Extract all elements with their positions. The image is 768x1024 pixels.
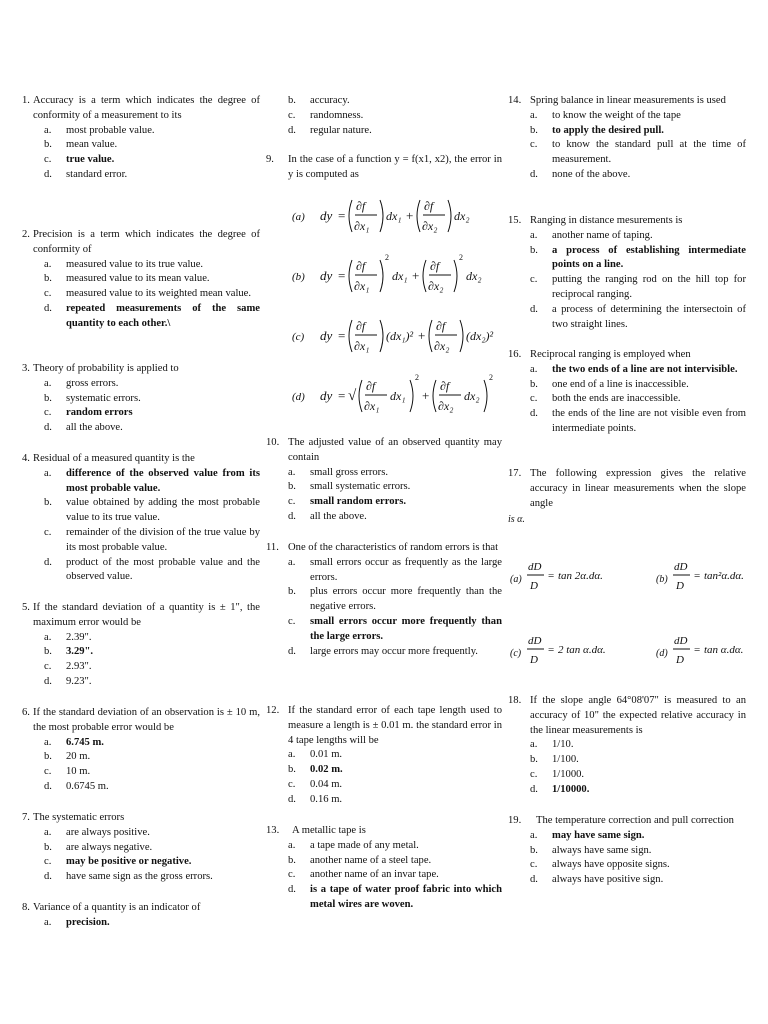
svg-text:∂f: ∂f [424, 199, 434, 213]
question-text: Reciprocal ranging is employed when [530, 349, 691, 360]
svg-text:∂x₁: ∂x₁ [364, 399, 380, 413]
question-number: 6. [22, 707, 30, 718]
svg-text:2: 2 [489, 373, 493, 382]
question-12 [266, 704, 502, 808]
question-4 [22, 452, 260, 585]
question-number: 10. [266, 437, 280, 448]
svg-text:∂f: ∂f [366, 379, 376, 393]
question-number: 5. [22, 602, 30, 613]
question-number: 2. [22, 229, 30, 240]
svg-text:dx₂: dx₂ [466, 269, 482, 283]
option-d[interactable]: d. none of the above. [530, 168, 631, 180]
svg-text:∂f: ∂f [356, 319, 366, 333]
svg-text:∂x₂: ∂x₂ [438, 399, 454, 413]
svg-text:∂f: ∂f [356, 199, 366, 213]
question-13 [266, 824, 502, 913]
option-b[interactable]: b. measured value to its mean value. [44, 273, 210, 285]
svg-text:(b): (b) [292, 271, 305, 283]
svg-text:∂f: ∂f [356, 259, 366, 273]
option-d-answer[interactable]: d. 1/10000. [530, 783, 590, 795]
option-c[interactable]: c. always have opposite signs. [530, 859, 670, 871]
question-number: 1. [22, 95, 30, 106]
svg-text:=: = [338, 208, 346, 223]
question-19 [508, 814, 746, 888]
question-18 [508, 694, 746, 798]
option-c-answer[interactable]: c. random errors [44, 407, 133, 419]
svg-text:dx₂: dx₂ [454, 209, 470, 223]
option-d[interactable]: d. the ends of the line are not visible even from intermediate points. [530, 408, 746, 434]
svg-text:(d): (d) [656, 648, 668, 659]
formula-option-d[interactable] [292, 373, 493, 413]
question-text: One of the characteristics of random errors is that [288, 542, 499, 553]
question-text: The following expression gives the relative accuracy in linear measurements when the slope angle [530, 468, 746, 509]
svg-text:(d): (d) [292, 391, 305, 403]
option-d[interactable]: d. always have positive sign. [530, 874, 664, 886]
question-16 [508, 348, 746, 437]
svg-text:2: 2 [385, 253, 389, 262]
question-text: Precision is a term which indicates the degree of conformity of [33, 229, 260, 255]
question-15 [508, 214, 746, 332]
option-b[interactable]: b. small systematic errors. [288, 481, 411, 493]
option-d[interactable]: d. regular nature. [288, 124, 372, 136]
question-text-continued: is α. [508, 514, 525, 526]
option-b[interactable]: b. one end of a line is inaccessible. [530, 378, 689, 390]
question-text: Theory of probability is applied to [33, 363, 179, 374]
question-8-continued [266, 94, 498, 138]
svg-text:∂x₁: ∂x₁ [354, 339, 370, 353]
svg-text:(a): (a) [510, 574, 522, 585]
option-c-answer[interactable]: c. small errors occur more frequently than the large errors. [288, 615, 502, 642]
question-text: If the standard error of each tape length used to measure a length is ± 0.01 m. the standard error in 4 tape lengths will be [288, 705, 502, 746]
question-number: 7. [22, 812, 30, 823]
question-5 [22, 601, 260, 690]
option-d[interactable]: d. standard error. [44, 168, 128, 180]
option-c[interactable]: c. 0.04 m. [288, 778, 343, 790]
question-11 [266, 541, 502, 659]
svg-text:(a): (a) [292, 211, 305, 223]
question-text: A metallic tape is [292, 825, 366, 836]
svg-text:∂x₁: ∂x₁ [354, 219, 370, 233]
option-a-answer[interactable]: a. 6.745 m. [44, 736, 104, 748]
option-b-answer[interactable]: b. 0.02 m. [288, 764, 343, 776]
svg-text:+: + [406, 208, 414, 223]
option-d[interactable]: d. large errors may occur more frequently. [288, 645, 478, 657]
question-7 [22, 811, 260, 885]
svg-text:(c): (c) [292, 331, 305, 343]
option-a-answer[interactable]: a. the two ends of a line are not intervisible. [530, 363, 738, 375]
svg-text:D: D [676, 580, 684, 592]
option-a[interactable]: a. gross errors. [44, 377, 119, 389]
svg-text:dD: dD [674, 561, 688, 573]
svg-text:tan²α.dα.: tan²α.dα. [704, 570, 744, 582]
option-b[interactable]: b. another name of a steel tape. [288, 854, 432, 866]
question-text: The temperature correction and pull correction [536, 815, 734, 826]
question-17-formulas [508, 552, 748, 672]
svg-text:dy: dy [320, 388, 333, 403]
svg-text:√: √ [348, 388, 357, 404]
option-b-answer[interactable]: b. 3.29". [44, 646, 94, 658]
question-number: 9. [266, 154, 274, 165]
svg-text:+: + [422, 388, 430, 403]
option-a[interactable]: a. 0.01 m. [288, 749, 343, 761]
option-c[interactable]: c. another name of an invar tape. [288, 869, 439, 881]
option-c-answer[interactable]: c. small random errors. [288, 496, 407, 508]
question-text: Ranging in distance mesurements is [530, 215, 683, 226]
question-9 [266, 153, 502, 183]
option-c[interactable]: c. randomness. [288, 109, 364, 121]
question-text: In the case of a function y = f(x1, x2), the error in y is computed as [288, 154, 502, 180]
question-number: 11. [266, 542, 279, 553]
question-2 [22, 228, 260, 332]
formula-option-a[interactable] [510, 561, 603, 592]
formula-option-a[interactable] [292, 199, 470, 233]
question-number: 16. [508, 349, 522, 360]
question-text: If the slope angle 64°08'07" is measured to an accuracy of 10" the expected relative accuracy in the linear measurements is [530, 695, 746, 736]
formula-option-d[interactable] [656, 635, 743, 666]
question-number: 18. [508, 695, 522, 706]
option-c[interactable]: c. putting the ranging rod on the hill top for reciprocal ranging. [530, 274, 746, 300]
option-b[interactable]: b. are always negative. [44, 841, 153, 853]
option-b-answer[interactable]: b. to apply the desired pull. [530, 124, 664, 136]
svg-text:(c): (c) [510, 648, 522, 659]
question-number: 14. [508, 95, 522, 106]
option-b[interactable]: b. accuracy. [288, 95, 350, 106]
svg-text:tan α.dα.: tan α.dα. [704, 644, 744, 656]
option-c[interactable]: c. remainder of the division of the true value by its most probable value. [44, 526, 260, 553]
svg-text:=: = [694, 644, 701, 656]
option-d[interactable]: d. all the above. [44, 422, 123, 434]
question-text: Spring balance in linear measurements is used [530, 95, 726, 106]
svg-text:D: D [530, 654, 538, 666]
question-6 [22, 706, 260, 795]
svg-text:(dx₂)²: (dx₂)² [466, 329, 494, 343]
option-d-answer[interactable]: d. is a tape of water proof fabric into which metal wires are woven. [288, 884, 502, 910]
question-8 [22, 901, 260, 931]
question-text: If the standard deviation of an observation is ± 10 m, the most probable error would be [33, 707, 260, 733]
option-c[interactable]: c. measured value to its weighted mean value. [44, 288, 252, 300]
option-d[interactable]: d. product of the most probable value and the observed value. [44, 556, 260, 583]
svg-text:∂f: ∂f [430, 259, 440, 273]
svg-text:∂x₁: ∂x₁ [354, 279, 370, 293]
svg-text:2: 2 [415, 373, 419, 382]
svg-text:+: + [412, 268, 420, 283]
svg-text:dD: dD [528, 635, 542, 647]
svg-text:(b): (b) [656, 574, 668, 585]
question-number: 12. [266, 705, 280, 716]
formula-option-b[interactable] [656, 561, 744, 592]
question-text: Residual of a measured quantity is the [33, 453, 195, 464]
question-number: 8. [22, 902, 30, 913]
svg-text:dy: dy [320, 328, 333, 343]
question-text: Accuracy is a term which indicates the degree of conformity of a measurement to its [33, 95, 260, 121]
question-14 [508, 94, 746, 183]
question-3 [22, 362, 260, 436]
svg-text:dx₁: dx₁ [390, 389, 406, 403]
question-number: 17. [508, 468, 522, 479]
option-a[interactable]: a. are always positive. [44, 826, 150, 838]
option-a[interactable]: a. to know the weight of the tape [530, 109, 681, 121]
svg-text:D: D [530, 580, 538, 592]
option-b[interactable]: b. value obtained by adding the most probable value to its true value. [44, 497, 260, 524]
question-number: 19. [508, 815, 522, 826]
question-text: Variance of a quantity is an indicator of [33, 902, 201, 913]
option-d[interactable]: d. all the above. [288, 510, 367, 522]
svg-text:∂x₂: ∂x₂ [422, 219, 438, 233]
svg-text:=: = [548, 644, 555, 656]
question-number: 4. [22, 453, 30, 464]
question-10 [266, 436, 502, 525]
option-a[interactable]: a. most probable value. [44, 124, 155, 136]
svg-text:=: = [694, 570, 701, 582]
option-c-answer[interactable]: c. true value. [44, 154, 115, 166]
question-number: 13. [266, 825, 280, 836]
option-b[interactable]: b. mean value. [44, 139, 118, 151]
svg-text:+: + [418, 328, 426, 343]
option-a[interactable]: a. small gross errors. [288, 466, 388, 478]
svg-text:∂x₂: ∂x₂ [428, 279, 444, 293]
option-c[interactable]: c. to know the standard pull at the time of measurement. [530, 139, 746, 166]
svg-text:∂x₂: ∂x₂ [434, 339, 450, 353]
svg-text:=: = [338, 388, 346, 403]
option-a[interactable]: a. a tape made of any metal. [288, 839, 419, 851]
svg-text:2 tan α.dα.: 2 tan α.dα. [558, 644, 606, 656]
option-a-answer[interactable]: a. difference of the observed value from its most probable value. [44, 467, 260, 494]
option-a-answer[interactable]: a. may have same sign. [530, 829, 645, 841]
question-text: If the standard deviation of a quantity is ± 1", the maximum error would be [33, 602, 260, 628]
option-d-answer[interactable]: d. repeated measurements of the same quantity to each other.\ [44, 302, 260, 329]
option-b[interactable]: b. systematic errors. [44, 392, 141, 404]
option-b[interactable]: b. always have same sign. [530, 844, 652, 856]
option-c-answer[interactable]: c. may be positive or negative. [44, 856, 192, 868]
question-17 [508, 467, 746, 528]
question-9-formulas [286, 190, 516, 430]
option-a-answer[interactable]: a. precision. [44, 916, 110, 928]
svg-text:(dx₁)²: (dx₁)² [386, 329, 414, 343]
option-c[interactable]: c. both the ends are inaccessible. [530, 393, 681, 405]
svg-text:∂f: ∂f [436, 319, 446, 333]
question-number: 15. [508, 215, 522, 226]
option-c[interactable]: c. 2.93". [44, 661, 92, 673]
svg-text:dD: dD [674, 635, 688, 647]
option-b-answer[interactable]: b. a process of establishing intermediate points on a line. [530, 244, 746, 271]
option-a[interactable]: a. measured value to its true value. [44, 258, 204, 270]
option-c[interactable]: c. 1/1000. [530, 768, 585, 780]
option-b[interactable]: b. 1/100. [530, 754, 579, 766]
option-d[interactable]: d. 9.23". [44, 675, 92, 687]
svg-text:dx₁: dx₁ [392, 269, 408, 283]
question-text: The systematic errors [33, 812, 125, 823]
option-a[interactable]: a. another name of taping. [530, 229, 653, 241]
option-b[interactable]: b. 20 m. [44, 751, 91, 763]
option-b[interactable]: b. plus errors occur more frequently than the negative errors. [288, 586, 502, 613]
svg-text:dy: dy [320, 208, 333, 223]
svg-text:=: = [338, 328, 346, 343]
option-d[interactable]: d. 0.16 m. [288, 793, 343, 805]
option-a[interactable]: a. 2.39". [44, 631, 92, 643]
formula-option-c[interactable] [292, 319, 493, 353]
question-1 [22, 94, 260, 183]
svg-text:dy: dy [320, 268, 333, 283]
option-a[interactable]: a. small errors occur as frequently as the large errors. [288, 556, 502, 583]
svg-text:2: 2 [459, 253, 463, 262]
svg-text:=: = [338, 268, 346, 283]
svg-text:D: D [676, 654, 684, 666]
svg-text:∂f: ∂f [440, 379, 450, 393]
formula-option-b[interactable] [292, 253, 482, 293]
option-d[interactable]: d. have same sign as the gross errors. [44, 871, 213, 883]
formula-option-c[interactable] [510, 635, 606, 666]
svg-text:=: = [548, 570, 555, 582]
option-d[interactable]: d. a process of determining the intersectoin of two straight lines. [530, 303, 746, 330]
svg-text:dD: dD [528, 561, 542, 573]
svg-text:dx₁: dx₁ [386, 209, 402, 223]
question-text: The adjusted value of an observed quantity may contain [288, 437, 502, 463]
option-a[interactable]: a. 1/10. [530, 739, 574, 751]
option-c[interactable]: c. 10 m. [44, 766, 91, 778]
option-d[interactable]: d. 0.6745 m. [44, 780, 109, 792]
svg-text:dx₂: dx₂ [464, 389, 480, 403]
svg-text:tan 2α.dα.: tan 2α.dα. [558, 570, 603, 582]
question-number: 3. [22, 363, 30, 374]
